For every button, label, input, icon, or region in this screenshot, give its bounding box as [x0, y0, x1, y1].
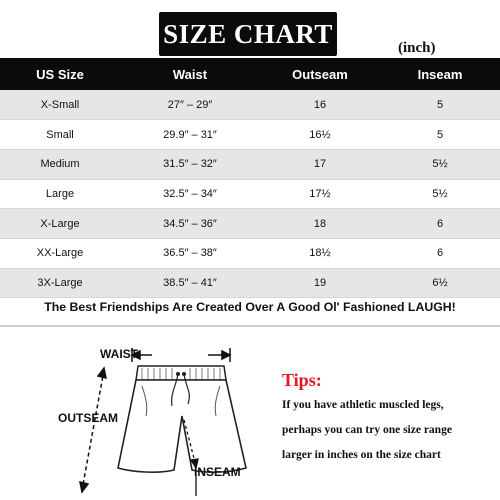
- cell-size: Large: [0, 179, 120, 209]
- tips-heading: Tips:: [282, 370, 322, 390]
- cell-inseam: 5: [380, 90, 500, 120]
- table-row: [0, 120, 500, 150]
- table-row: [0, 268, 500, 298]
- section-divider: [0, 325, 500, 327]
- cell-inseam: 5½: [380, 179, 500, 209]
- header-us-size: US Size: [0, 58, 120, 90]
- tip-line: larger in inches on the size chart: [282, 449, 441, 461]
- outseam-diagram-label: OUTSEAM: [58, 411, 118, 425]
- cell-size: XX-Large: [0, 238, 120, 268]
- table-header-row: [0, 58, 500, 90]
- cell-size: Medium: [0, 149, 120, 179]
- header-inseam: Inseam: [380, 58, 500, 90]
- cell-inseam: 6: [380, 209, 500, 239]
- header-waist: Waist: [120, 58, 260, 90]
- cell-inseam: 5: [380, 120, 500, 150]
- cell-outseam: 17: [260, 149, 380, 179]
- slogan-text: The Best Friendships Are Created Over A Good Ol' Fashioned LAUGH!: [44, 300, 456, 314]
- cell-waist: 29.9″ – 31″: [120, 120, 260, 150]
- waist-diagram-label: WAIST: [100, 347, 138, 361]
- cell-outseam: 19: [260, 268, 380, 298]
- header-outseam: Outseam: [260, 58, 380, 90]
- size-table: [0, 58, 500, 298]
- cell-inseam: 6: [380, 238, 500, 268]
- cell-inseam: 5½: [380, 149, 500, 179]
- cell-waist: 31.5″ – 32″: [120, 149, 260, 179]
- tip-line: perhaps you can try one size range: [282, 424, 452, 436]
- table-row: [0, 90, 500, 120]
- inseam-diagram-label: INSEAM: [194, 465, 241, 479]
- cell-outseam: 18½: [260, 238, 380, 268]
- table-row: [0, 238, 500, 268]
- page-title: SIZE CHART: [163, 18, 333, 49]
- cell-size: Small: [0, 120, 120, 150]
- cell-outseam: 16½: [260, 120, 380, 150]
- cell-waist: 38.5″ – 41″: [120, 268, 260, 298]
- cell-waist: 36.5″ – 38″: [120, 238, 260, 268]
- cell-size: 3X-Large: [0, 268, 120, 298]
- cell-waist: 34.5″ – 36″: [120, 209, 260, 239]
- cell-waist: 32.5″ – 34″: [120, 179, 260, 209]
- unit-note: (inch): [398, 40, 436, 56]
- table-row: [0, 149, 500, 179]
- size-chart-title-badge: [159, 12, 337, 56]
- cell-outseam: 16: [260, 90, 380, 120]
- cell-inseam: 6½: [380, 268, 500, 298]
- cell-outseam: 17½: [260, 179, 380, 209]
- table-row: [0, 209, 500, 239]
- cell-size: X-Large: [0, 209, 120, 239]
- table-row: [0, 179, 500, 209]
- tip-line: If you have athletic muscled legs,: [282, 399, 444, 411]
- cell-outseam: 18: [260, 209, 380, 239]
- cell-size: X-Small: [0, 90, 120, 120]
- cell-waist: 27″ – 29″: [120, 90, 260, 120]
